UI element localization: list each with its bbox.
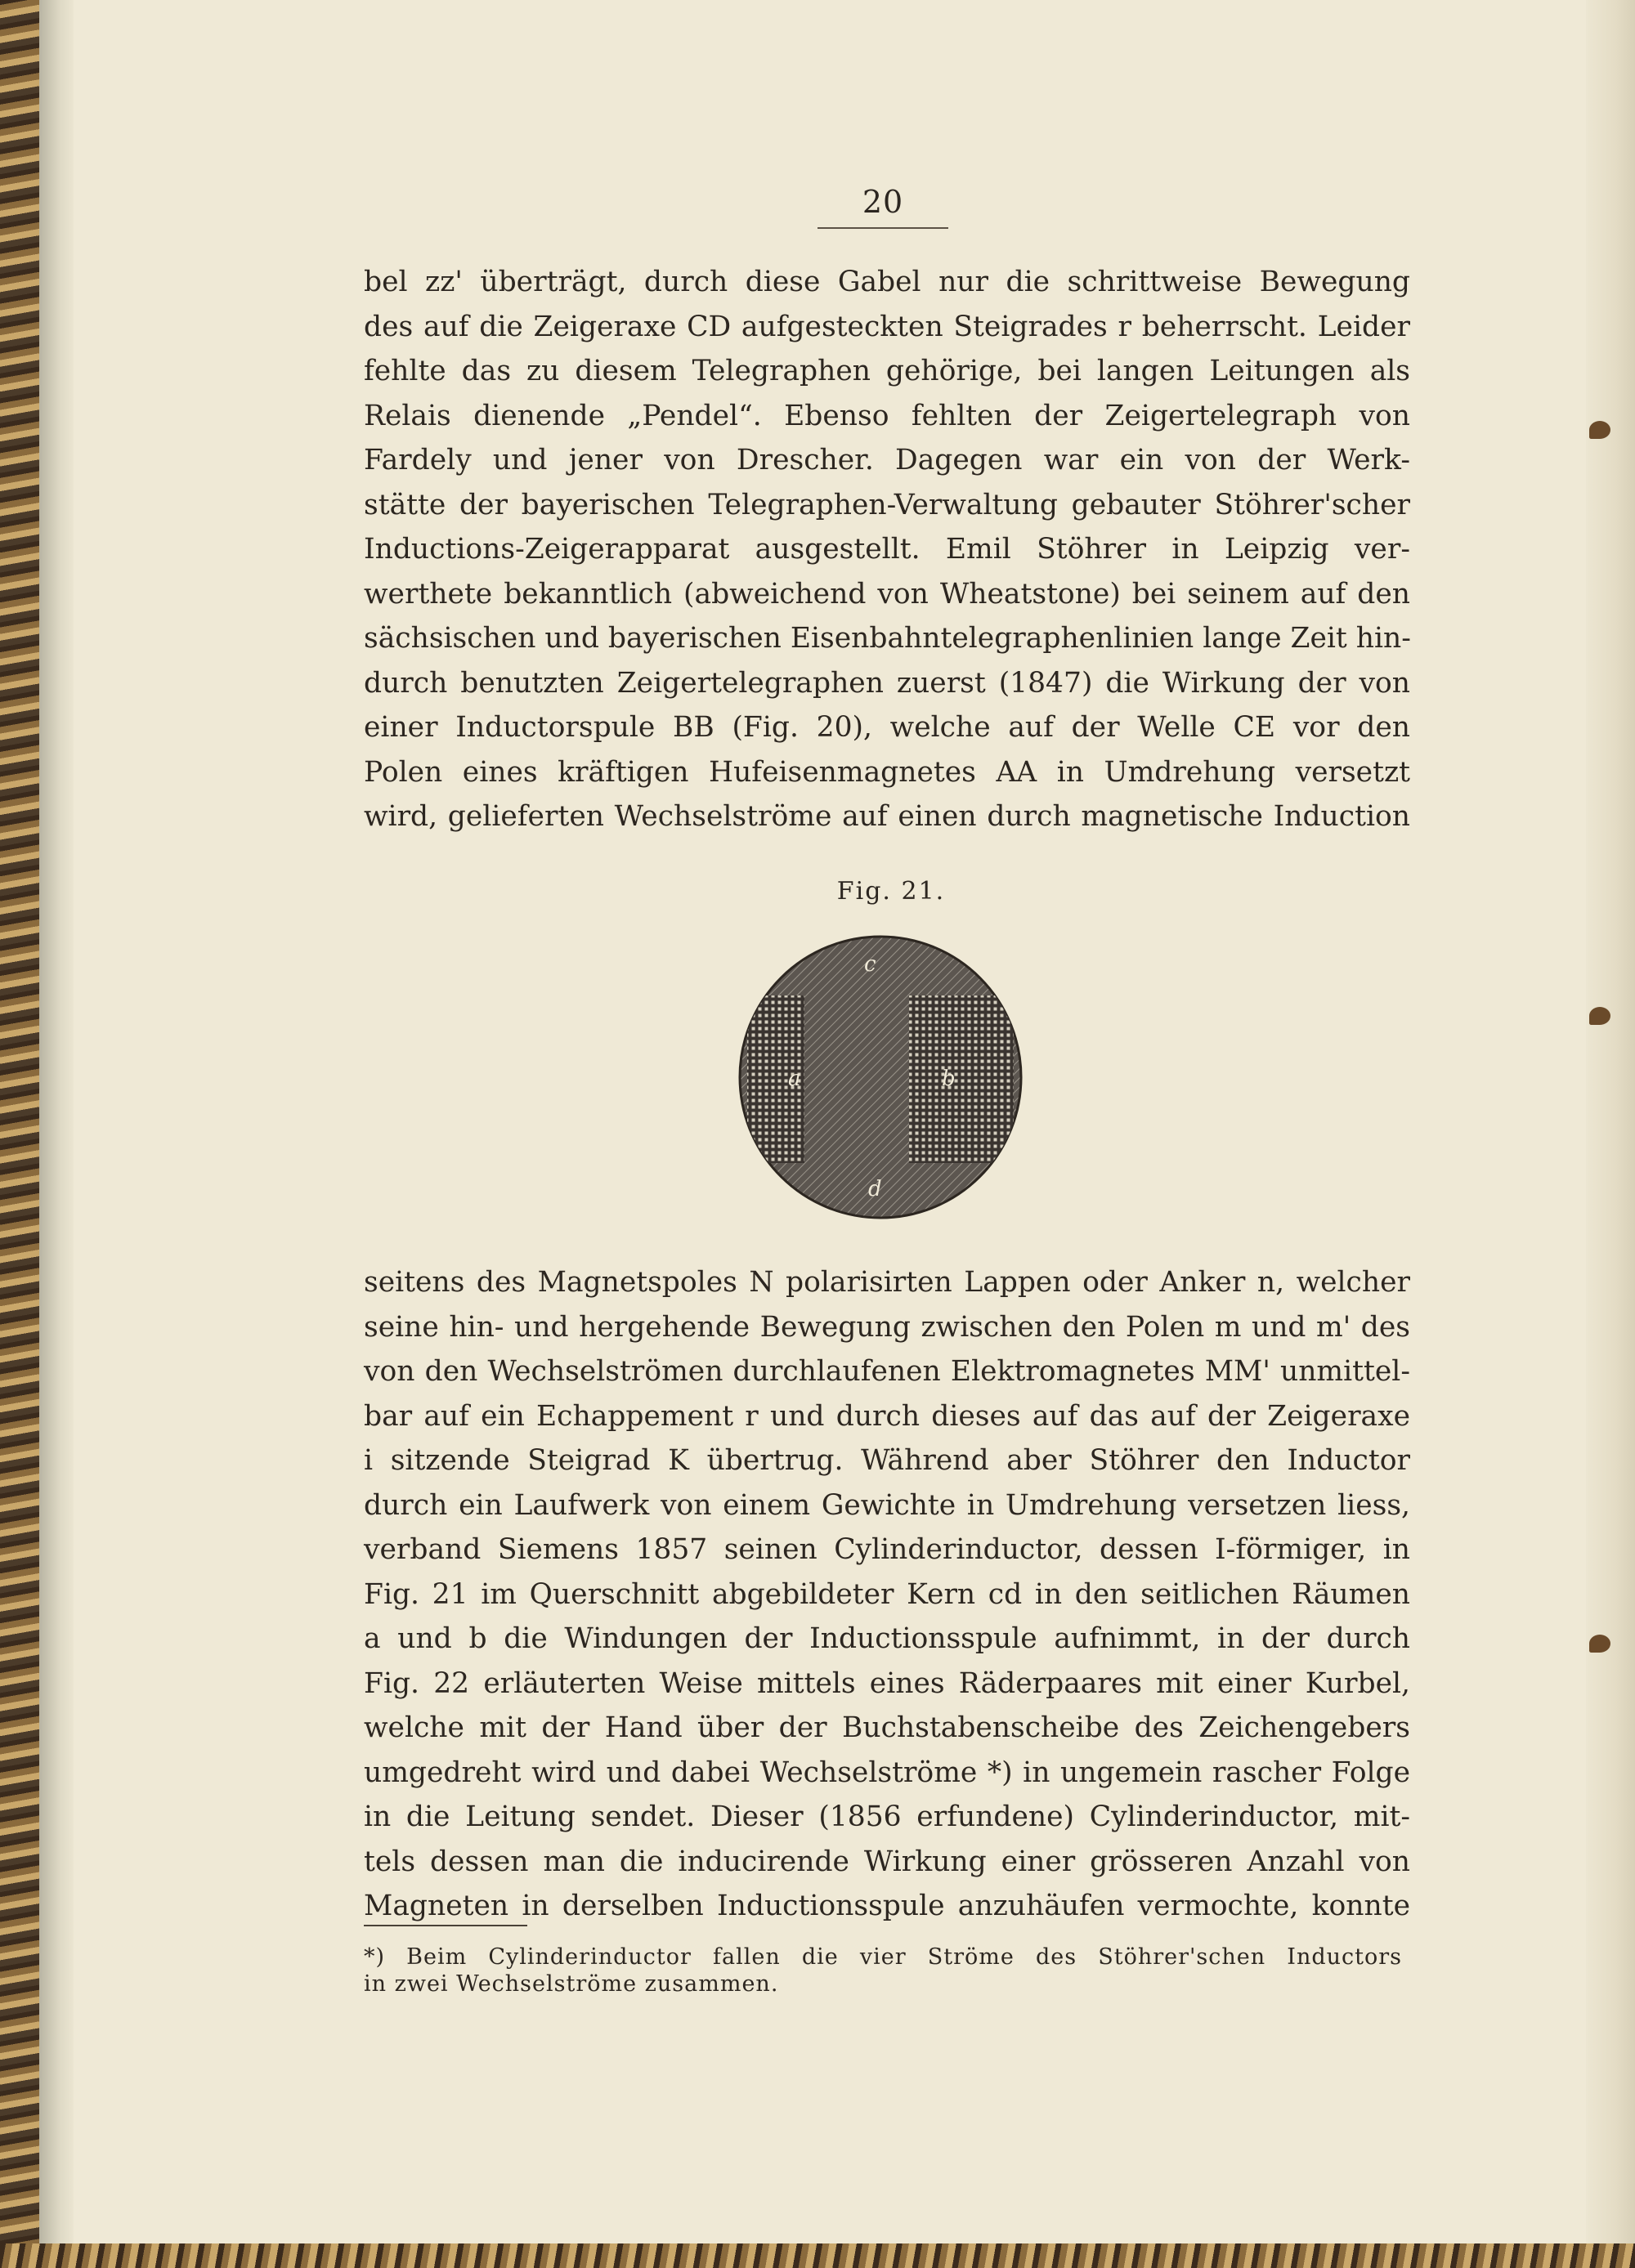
text-line: einer Inductorspule BB (Fig. 20), welche auf der Welle CE vor den xyxy=(364,711,1410,744)
footnote-rule xyxy=(364,1925,527,1926)
book-edge-bottom xyxy=(0,2243,1635,2268)
text-line: verband Siemens 1857 seinen Cylinderinductor, dessen I-förmiger, in xyxy=(364,1533,1410,1566)
page-number: 20 xyxy=(862,184,904,220)
page-gutter xyxy=(39,0,74,2268)
text-line: Fardely und jener von Drescher. Dagegen war ein von der Werk- xyxy=(364,444,1410,476)
text-line: durch ein Laufwerk von einem Gewichte in Umdrehung versetzen liess, xyxy=(364,1488,1410,1522)
body-text-top xyxy=(364,260,1410,839)
footnote-line: in zwei Wechselströme zusammen. xyxy=(364,1971,779,1997)
footnote-line: *) Beim Cylinderinductor fallen die vier Ströme des Stöhrer'schen Inductors xyxy=(364,1944,1402,1970)
text-line: umgedreht wird und dabei Wechselströme *) in ungemein rascher Folge xyxy=(364,1756,1410,1789)
figure-21-cross-section xyxy=(737,934,1024,1220)
figure-caption: Fig. 21. xyxy=(836,877,946,906)
book-edge-left xyxy=(0,0,39,2268)
text-line: welche mit der Hand über der Buchstabenscheibe des Zeichengebers xyxy=(364,1711,1410,1744)
text-line: tels dessen man die inducirende Wirkung einer grösseren Anzahl von xyxy=(364,1845,1410,1878)
text-line: Fig. 21 im Querschnitt abgebildeter Kern cd in den seitlichen Räumen xyxy=(364,1577,1410,1611)
text-line: bel zz' überträgt, durch diese Gabel nur die schrittweise Bewegung xyxy=(364,266,1410,298)
text-line: in die Leitung sendet. Dieser (1856 erfundene) Cylinderinductor, mit- xyxy=(364,1801,1410,1833)
text-line: fehlte das zu diesem Telegraphen gehörige, bei langen Leitungen als xyxy=(364,355,1410,387)
label-c: c xyxy=(864,952,876,977)
page-edge-right xyxy=(1586,0,1635,2243)
text-line: Relais dienende „Pendel“. Ebenso fehlten der Zeigertelegraph von xyxy=(364,399,1410,432)
text-line: seine hin- und hergehende Bewegung zwischen den Polen m und m' des xyxy=(364,1310,1410,1344)
text-line: seitens des Magnetspoles N polarisirten Lappen oder Anker n, welcher xyxy=(364,1266,1410,1299)
text-line: i sitzende Steigrad K übertrug. Während aber Stöhrer den Inductor xyxy=(364,1444,1410,1477)
header-rule xyxy=(818,227,948,229)
text-line: Magneten in derselben Inductionsspule anzuhäufen vermochte, konnte xyxy=(364,1890,1410,1922)
text-line: wird, gelieferten Wechselströme auf einen durch magnetische Induction xyxy=(364,800,1410,833)
winding-b xyxy=(909,995,1014,1163)
footnote xyxy=(364,1944,1402,1997)
page-tab-icon xyxy=(1589,421,1610,439)
text-line: von den Wechselströmen durchlaufenen Elektromagnetes MM' unmittel- xyxy=(364,1355,1410,1388)
text-line: werthete bekanntlich (abweichend von Wheatstone) bei seinem auf den xyxy=(364,577,1410,611)
text-line: stätte der bayerischen Telegraphen-Verwaltung gebauter Stöhrer'scher xyxy=(364,488,1410,521)
text-line: sächsischen und bayerischen Eisenbahntelegraphenlinien lange Zeit hin- xyxy=(364,622,1411,655)
text-line: durch benutzten Zeigertelegraphen zuerst (1847) die Wirkung der von xyxy=(364,666,1410,700)
page-tab-icon xyxy=(1589,1007,1610,1025)
text-line: Fig. 22 erläuterten Weise mittels eines Räderpaares mit einer Kurbel, xyxy=(364,1666,1410,1700)
text-line: Polen eines kräftigen Hufeisenmagnetes AA in Umdrehung versetzt xyxy=(364,755,1410,789)
text-line: bar auf ein Echappement r und durch dieses auf das auf der Zeigeraxe xyxy=(364,1399,1410,1433)
page-tab-icon xyxy=(1589,1635,1610,1653)
label-b: b xyxy=(942,1067,956,1091)
text-line: Inductions-Zeigerapparat ausgestellt. Emil Stöhrer in Leipzig ver- xyxy=(364,533,1410,566)
label-d: d xyxy=(868,1177,882,1201)
label-a: a xyxy=(788,1067,801,1091)
body-text-bottom xyxy=(364,1260,1410,1929)
text-line: a und b die Windungen der Inductionsspule aufnimmt, in der durch xyxy=(364,1622,1410,1655)
text-line: des auf die Zeigeraxe CD aufgesteckten Steigrades r beherrscht. Leider xyxy=(364,310,1410,343)
